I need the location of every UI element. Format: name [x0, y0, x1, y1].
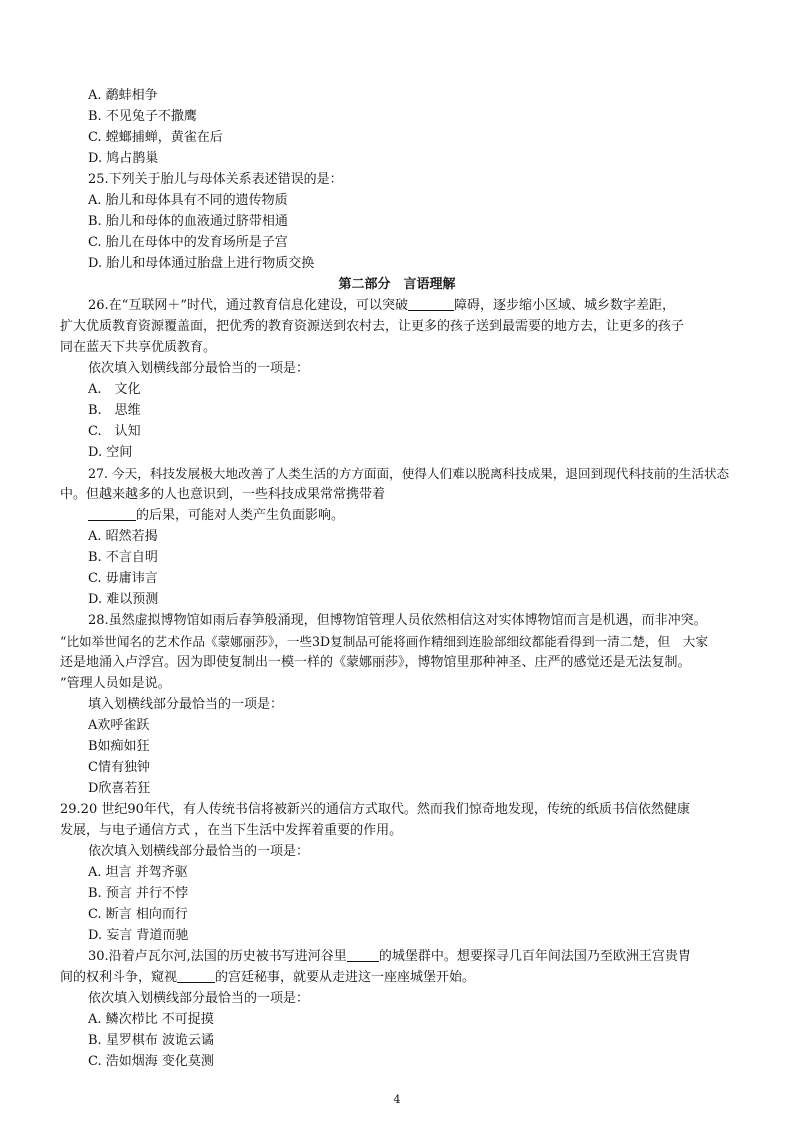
q30-option-a: A. 鳞次栉比 不可捉摸 [88, 1012, 214, 1027]
q25-option-d: D. 胎儿和母体通过胎盘上进行物质交换 [88, 256, 315, 271]
q26-line-3: 同在蓝天下共享优质教育。 [60, 340, 217, 355]
q30-line-2: 间的权利斗争，窥视 的宫廷秘事，就要从走进这一座座城堡开始。 [60, 970, 476, 985]
page-number: 4 [393, 1093, 401, 1106]
q30-line-1: 30.沿着卢瓦尔河,法国的历史被书写进河谷里 的城堡群中。想要探寻几百年间法国乃至欧洲王宫贵胄 [88, 949, 691, 964]
q27-line-3: 的后果，可能对人类产生负面影响。 [88, 507, 344, 525]
q25-stem: 25.下列关于胎儿与母体关系表述错误的是： [88, 172, 343, 187]
q25-option-c: C. 胎儿在母体中的发育场所是子宫 [88, 235, 288, 250]
q26-line-2: 扩大优质教育资源覆盖面，把优秀的教育资源送到农村去，让更多的孩子送到最需要的地方去，让更多的孩子 [60, 319, 685, 334]
q24-option-a: A. 鹬蚌相争 [88, 88, 158, 103]
q28-line-4: ”管理人员如是说。 [60, 676, 171, 691]
q30-prompt: 依次填入划横线部分最恰当的一项是： [88, 991, 310, 1006]
q25-option-a: A. 胎儿和母体具有不同的遗传物质 [88, 193, 288, 208]
q28-prompt: 填入划横线部分最恰当的一项是： [88, 697, 284, 712]
q29-option-a: A. 坦言 并驾齐驱 [88, 865, 188, 880]
q26-prompt: 依次填入划横线部分最恰当的一项是： [88, 361, 310, 376]
q30-blank-2 [177, 969, 215, 983]
q26-option-c: C. 认知 [88, 424, 141, 439]
q28-line-1: 28.虽然虚拟博物馆如雨后春笋般涌现，但博物馆管理人员依然相信这对实体博物馆而言是机遇，而非冲突。 [88, 613, 707, 628]
q26-blank [408, 297, 454, 311]
q29-prompt: 依次填入划横线部分最恰当的一项是： [88, 844, 310, 859]
q27-line-1: 27. 今天，科技发展极大地改善了人类生活的方方面面，使得人们难以脱离科技成果，退回到现代科技前的生活状态 [88, 466, 730, 481]
q27-option-a: A. 昭然若揭 [88, 529, 158, 544]
q27-option-b: B. 不言自明 [88, 550, 158, 565]
q30-option-c: C. 浩如烟海 变化莫测 [88, 1054, 214, 1069]
q29-line-1: 29.20 世纪90年代，有人传统书信将被新兴的通信方式取代。然而我们惊奇地发现，传统的纸质书信依然健康 [60, 802, 690, 817]
q29-option-d: D. 妄言 背道而驰 [88, 928, 189, 943]
q28-line-2: “比如举世闻名的艺术作品《蒙娜丽莎》，一些3D复制品可能将画作精细到连脸部细纹都能看得到一清二楚，但 大家 [60, 634, 708, 649]
q26-option-b: B. 思维 [88, 403, 141, 418]
q29-option-b: B. 预言 并行不悖 [88, 886, 188, 901]
q27-blank [88, 507, 136, 521]
q26-option-a: A. 文化 [88, 382, 141, 397]
q29-line-2: 发展，与电子通信方式 ，在当下生活中发挥着重要的作用。 [60, 823, 403, 838]
q27-option-d: D. 难以预测 [88, 592, 159, 607]
q28-option-a: A欢呼雀跃 [88, 718, 150, 733]
section-title: 第二部分 言语理解 [338, 277, 456, 292]
q30-option-b: B. 星罗棋布 波诡云谲 [88, 1033, 214, 1048]
q24-option-d: D. 鸠占鹊巢 [88, 151, 159, 166]
q26-line-1: 26.在“互联网＋”时代，通过教育信息化建设，可以突破 障碍，逐步缩小区域、城乡数字差距， [88, 298, 675, 313]
q29-option-c: C. 断言 相向而行 [88, 907, 188, 922]
q28-option-d: D欣喜若狂 [88, 781, 151, 796]
q28-option-b: B如痴如狂 [88, 739, 150, 754]
q27-option-c: C. 毋庸讳言 [88, 571, 158, 586]
q24-option-c: C. 螳螂捕蝉，黄雀在后 [88, 130, 223, 145]
q28-line-3: 还是地涌入卢浮宫。因为即使复制出一模一样的《蒙娜丽莎》，博物馆里那种神圣、庄严的感觉还是无法复制。 [60, 655, 691, 670]
q30-blank-1 [347, 948, 379, 962]
q25-option-b: B. 胎儿和母体的血液通过脐带相通 [88, 214, 288, 229]
q26-option-d: D. 空间 [88, 445, 133, 460]
q24-option-b: B. 不见兔子不撒鹰 [88, 109, 197, 124]
q27-line-2: 中。但越来越多的人也意识到，一些科技成果常常携带着 [60, 487, 386, 502]
q28-option-c: C情有独钟 [88, 760, 150, 775]
